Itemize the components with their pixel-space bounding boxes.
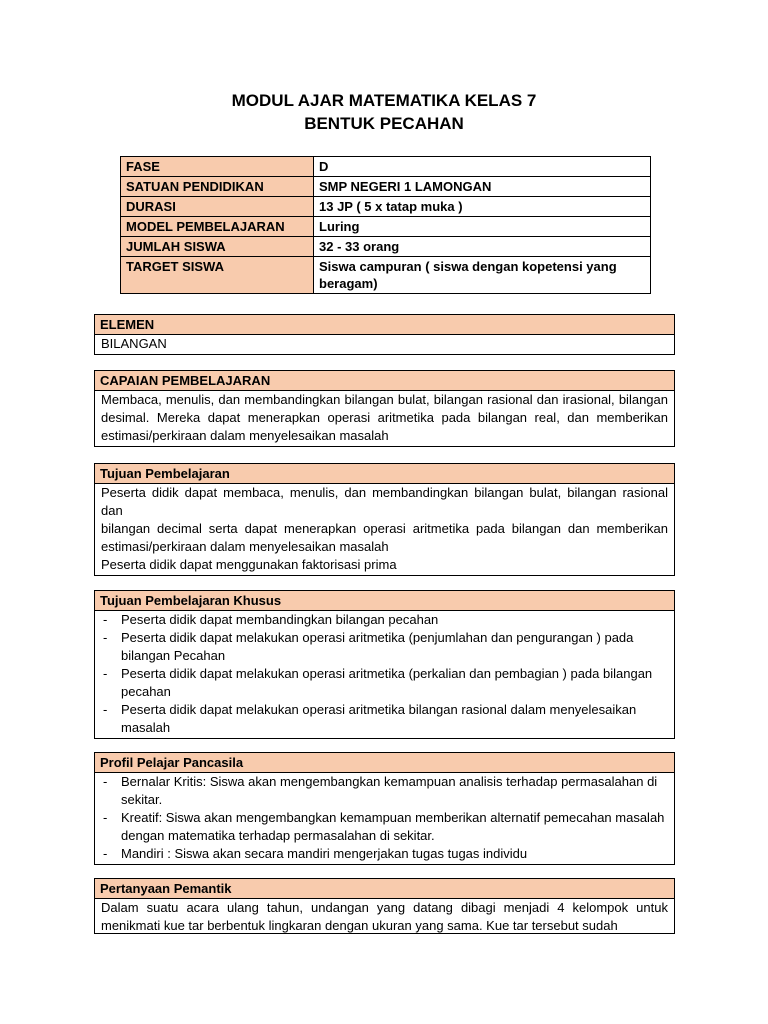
- profil-list: [101, 773, 668, 863]
- section-heading: Tujuan Pembelajaran Khusus: [95, 591, 674, 611]
- pemantik-section: [94, 878, 675, 934]
- section-heading: Tujuan Pembelajaran: [95, 464, 674, 484]
- tujuan-section: [94, 463, 675, 576]
- info-key: SATUAN PENDIDIKAN: [121, 177, 314, 197]
- info-key: TARGET SISWA: [121, 257, 314, 294]
- objective-list: [101, 611, 668, 737]
- info-key: DURASI: [121, 197, 314, 217]
- section-heading: Pertanyaan Pemantik: [95, 879, 674, 899]
- list-item: - Peserta didik dapat melakukan operasi aritmetika bilangan rasional dalam menyelesaikan masalah: [101, 701, 668, 737]
- section-text: Dalam suatu acara ulang tahun, undangan yang datang dibagi menjadi 4 kelompok untuk menikmati kue tar berbentuk lingkaran dengan ukuran yang sama. Kue tar tersebut sudah: [101, 900, 668, 933]
- list-item: - Peserta didik dapat melakukan operasi aritmetika (penjumlahan dan pengurangan ) pada bilangan Pecahan: [101, 629, 668, 665]
- info-key: MODEL PEMBELAJARAN: [121, 217, 314, 237]
- list-item: - Peserta didik dapat membandingkan bilangan pecahan: [101, 611, 668, 629]
- table-row: [121, 157, 651, 177]
- info-value: D: [314, 157, 651, 177]
- info-value: 13 JP ( 5 x tatap muka ): [314, 197, 651, 217]
- section-text: BILANGAN: [101, 336, 167, 351]
- table-row: [121, 217, 651, 237]
- section-heading: Profil Pelajar Pancasila: [95, 753, 674, 773]
- info-key: FASE: [121, 157, 314, 177]
- paragraph: Peserta didik dapat membaca, menulis, dan membandingkan bilangan bulat, bilangan rasional dan: [101, 485, 668, 518]
- info-value: 32 - 33 orang: [314, 237, 651, 257]
- section-body: [95, 484, 674, 575]
- profil-section: [94, 752, 675, 865]
- tujuan-khusus-section: [94, 590, 675, 739]
- info-table: [120, 156, 651, 294]
- list-item: - Peserta didik dapat melakukan operasi aritmetika (perkalian dan pembagian ) pada bilangan pecahan: [101, 665, 668, 701]
- capaian-section: [94, 370, 675, 447]
- info-key: JUMLAH SISWA: [121, 237, 314, 257]
- table-row: [121, 177, 651, 197]
- table-row: [121, 257, 651, 294]
- document-title: MODUL AJAR MATEMATIKA KELAS 7: [231, 91, 537, 110]
- table-row: [121, 237, 651, 257]
- list-item: - Kreatif: Siswa akan mengembangkan kemampuan memberikan alternatif pemecahan masalah dengan matematika terhadap permasalahan di sekitar.: [101, 809, 668, 845]
- info-value: SMP NEGERI 1 LAMONGAN: [314, 177, 651, 197]
- elemen-section: [94, 314, 675, 355]
- section-text: Membaca, menulis, dan membandingkan bilangan bulat, bilangan rasional dan irasional, bilangan desimal. Mereka dapat menerapkan operasi aritmetika pada bilangan real, dan memberikan estimasi/perkiraan dalam menyelesaikan masalah: [101, 392, 668, 443]
- table-row: [121, 197, 651, 217]
- section-body: [95, 773, 674, 864]
- info-value: Luring: [314, 217, 651, 237]
- section-heading: ELEMEN: [95, 315, 674, 335]
- document-subtitle: BENTUK PECAHAN: [304, 114, 464, 133]
- paragraph: bilangan decimal serta dapat menerapkan operasi aritmetika pada bilangan dan memberikan estimasi/perkiraan dalam menyelesaikan masalah: [101, 521, 668, 554]
- section-body: [95, 611, 674, 738]
- section-heading: CAPAIAN PEMBELAJARAN: [95, 371, 674, 391]
- list-item: - Mandiri : Siswa akan secara mandiri mengerjakan tugas tugas individu: [101, 845, 668, 863]
- paragraph: Peserta didik dapat menggunakan faktorisasi prima: [101, 557, 397, 572]
- list-item: - Bernalar Kritis: Siswa akan mengembangkan kemampuan analisis terhadap permasalahan di sekitar.: [101, 773, 668, 809]
- info-value: Siswa campuran ( siswa dengan kopetensi yang beragam): [314, 257, 651, 294]
